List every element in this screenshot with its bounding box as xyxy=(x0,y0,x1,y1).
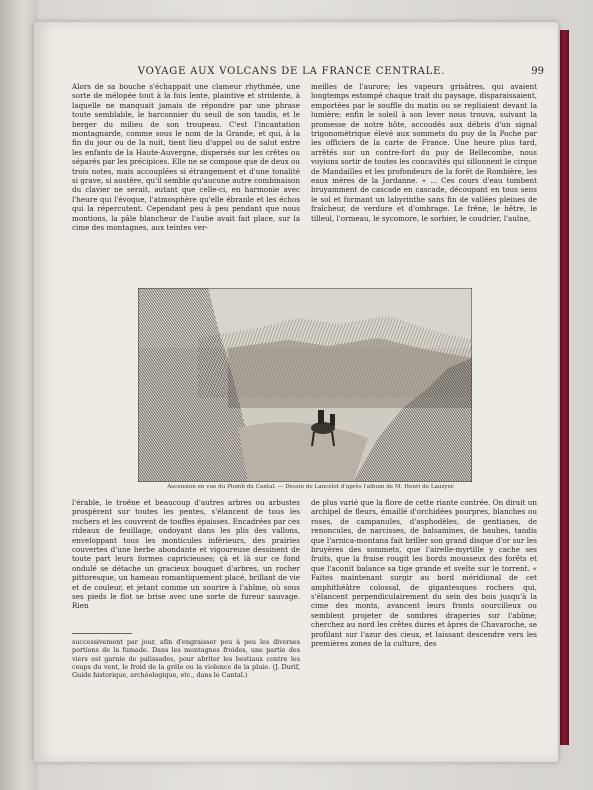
footnote-rule xyxy=(72,633,132,634)
red-cover-edge xyxy=(560,30,569,745)
text-column-right-bottom: de plus varié que la flore de cette riante contrée. On dirait un archipel de fleurs, émaillé d'orchidées pourpres, blanches ou roses, de campanules, d'asphodèles, de gentianes, de renoncules, de narcisses, de balsamines, de bauhes, tandis que l'arnica-montana fait briller son grand disque d'or sur les bruyères des sommets, que l'airelle-myrtille y cache ses fruits, que la fraise rougit les bords mousseux des forêts et que l'aconit balance sa tige grande et svelte sur le torrent. « Faites maintenant surgir au bord méridional de cet amphithéâtre colossal, de gigantesques rochers qui, s'élancent perpendiculairement du sein des bois jusqu'à la cime des monts, avancent leurs fronts sourcilleux ou semblent projeter de sombres draperies sur l'abîme; cherchez au nord les crêtes dures et âpres de Chavaroche, se profilant sur l'azur des cieux, et laissant descendre vers les premières zones de la culture, des xyxy=(311,498,537,649)
book-page xyxy=(34,22,558,762)
engraving-illustration xyxy=(138,288,472,482)
illustration-caption: Ascension en vue du Plomb du Cantal. — Dessin de Lancelot d'après l'album de M. Henri de Lauzyer. xyxy=(167,484,455,490)
page-number: 99 xyxy=(531,66,544,77)
text-column-left-top: Alors de sa bouche s'échappait une clameur rhythmée, une sorte de mélopée tout à la fois lente, plaintive et stridente, à laquelle ne manquait jamais de répondre par une phrase toute semblable, le barconnier du seuil de son taudis, et le berger du milieu de son troupeau. C'est l'incantation montagnarde, comme sous le nom de la Grande, et qui, à la fin du jour ou de la nuit, tient lieu d'appel ou de salut entre les enfants de la Haute-Auvergne, dispersés sur les crêtes ou séparés par les précipices. Elle ne se compose que de deux ou trois notes, mais accouplées si étrangement et d'une tonalité si grave, si austère, qu'il semble qu'aucune autre combinaison du clavier ne serait, autant que celle-ci, en harmonie avec l'heure qui l'évoque, l'atmosphère qu'elle ébranle et les échos qui la répercutent. Cependant peu à peu pendant que nous montions, la pâle blancheur de l'aube avait fait place, sur la cime des montagnes, aux teintes ver- xyxy=(72,82,300,233)
text-column-right-top: meilles de l'aurore; les vapeurs grisâtres, qui avaient longtemps estompé chaque trait du paysage, disparaissaient, emportées par le souffle du matin ou se repliaient devant la lumière; enfin le soleil à son lever nous trouva, suivant la promesse de notre hôte, accoudés aux débris d'un signal trigonométrique élevé aux sommets du puy de la Poche par les officiers de la carte de France. Une heure plus tard, arrêtés sur un contre-fort du puy de Bellecombe, nous voyions sortir de toutes les concavités qui sillonnent le cirque de Mandailles et les profondeurs de la forêt de Rombière, les eaux mères de la Jordanne. « ... Ces cours d'eau tombent bruyamment de cascade en cascade, découpant en tous sens le sol et formant un labyrinthe sans fin de vallées pleines de fraîcheur, de verdure et d'ombrage. Le frêne, le hêtre, le tilleul, l'ormeau, le sycomore, le sorbier, le coudrier, l'aulne, xyxy=(311,82,537,223)
previous-page-edge xyxy=(0,0,38,790)
text-column-left-bottom: l'érable, le troëne et beaucoup d'autres arbres ou arbustes prospèrent sur toutes les pentes, s'élancent de tous les rochers et les couvrent de touffes épaisses. Encadrées par ces rideaux de feuillage, ondoyant dans les plis des vallons, enveloppant tous les monticules inférieurs, des prairies couvertes d'une herbe abondante et vigoureuse dessinent de toute part leurs formes capricieuses; çà et là sur ce fond ondulé se détache un gracieux bouquet d'arbres, un rocher pittoresque, un hameau romantiquement placé, brillant de vie et de couleur, et jetant comme un sourire à l'abîme, où sous ses pieds le flot se brise avec une sorte de fureur sauvage. Rien xyxy=(72,498,300,611)
running-title: VOYAGE AUX VOLCANS DE LA FRANCE CENTRALE. xyxy=(137,66,446,77)
footnote: successivement par jour, afin d'engraisser peu à peu les diverses portions de la fumade. Dans les montagnes froides, une partie des viers est garnie de palissades, pour abriter les bestiaux contre les coups du vent, le froid de la grêle ou la violence de la pluie. (J. Durif, Guide historique, archéologique, etc., dans le Cantal.) xyxy=(72,638,300,680)
